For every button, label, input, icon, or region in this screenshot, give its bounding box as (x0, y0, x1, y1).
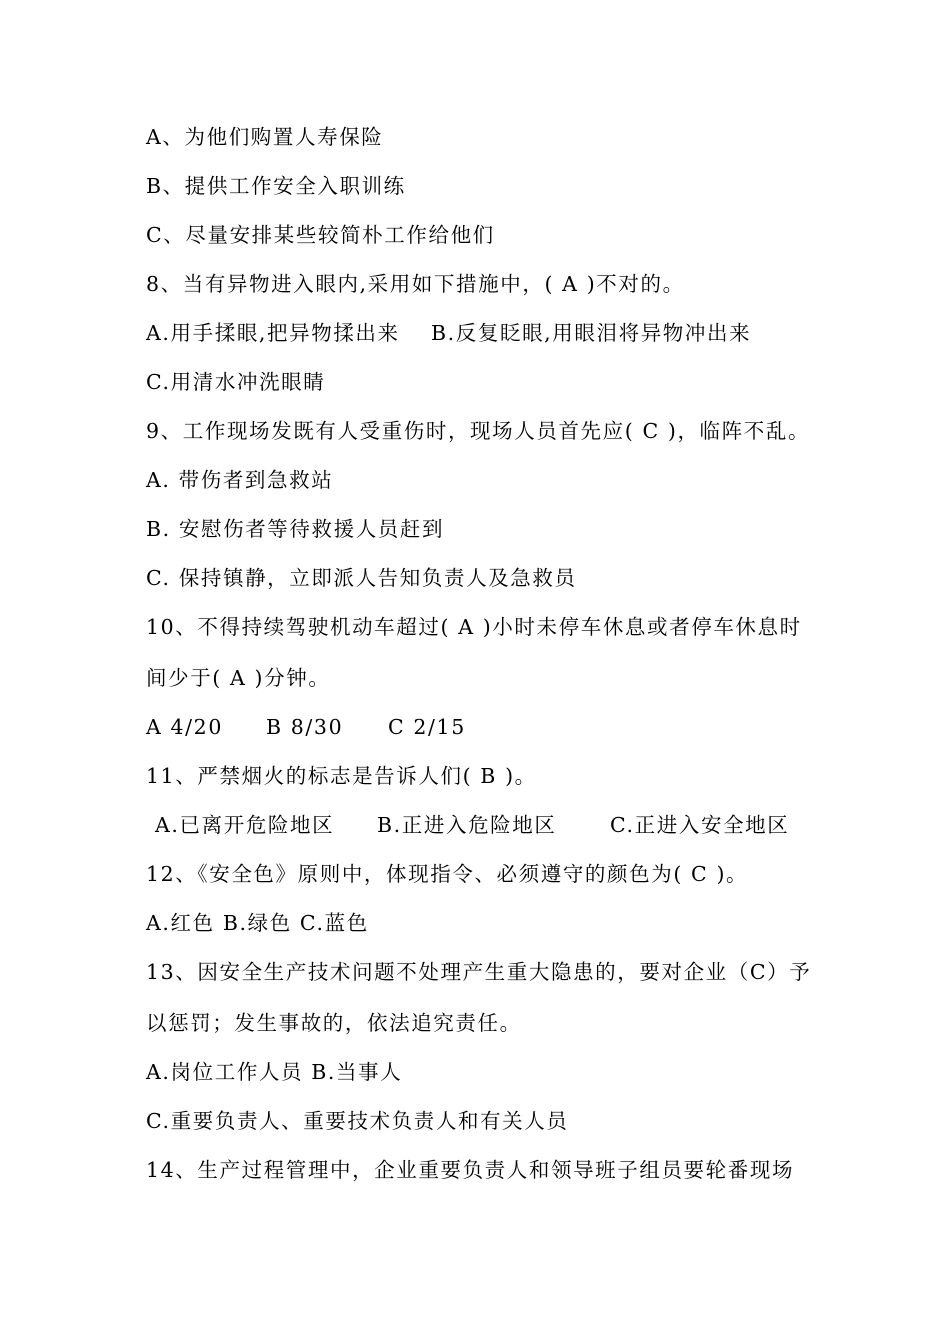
q8-option-a: A.用手揉眼,把异物揉出来 (146, 321, 400, 345)
question-10-line-1: 10、不得持续驾驶机动车超过( A )小时未停车休息或者停车休息时 (146, 615, 802, 639)
q10-option-a: A 4/20 (146, 715, 223, 739)
question-10-line-2: 间少于( A )分钟。 (146, 666, 331, 690)
q11-option-c: C.正进入安全地区 (610, 813, 790, 837)
q8-option-b: B.反复眨眼,用眼泪将异物冲出来 (431, 321, 752, 345)
q10-options-row (146, 715, 546, 739)
q13-option-c: C.重要负责人、重要技术负责人和有关人员 (146, 1109, 569, 1133)
question-13-line-2: 以惩罚；发生事故的，依法追究责任。 (146, 1011, 522, 1035)
q9-option-c: C. 保持镇静，立即派人告知负责人及急救员 (146, 566, 577, 590)
question-13-line-1: 13、因安全生产技术问题不处理产生重大隐患的，要对企业（C）予 (146, 960, 812, 984)
q10-option-b: B 8/30 (266, 715, 344, 739)
q11-option-b: B.正进入危险地区 (377, 813, 557, 837)
question-11: 11、严禁烟火的标志是告诉人们( B )。 (146, 764, 537, 788)
question-14-line-1: 14、生产过程管理中，企业重要负责人和领导班子组员要轮番现场 (146, 1158, 795, 1182)
q9-option-b: B. 安慰伤者等待救援人员赶到 (146, 517, 445, 541)
q11-options-row (155, 813, 805, 837)
q12-options: A.红色 B.绿色 C.蓝色 (146, 911, 369, 935)
q8-options-row (146, 321, 806, 345)
q9-option-a: A. 带伤者到急救站 (146, 468, 334, 492)
question-8: 8、当有异物进入眼内,采用如下措施中，( A )不对的。 (146, 272, 685, 296)
question-12: 12、《安全色》原则中，体现指令、必须遵守的颜色为( C )。 (146, 862, 749, 886)
q7-option-c: C、尽量安排某些较简朴工作给他们 (146, 223, 495, 247)
q13-options-ab: A.岗位工作人员 B.当事人 (146, 1060, 403, 1084)
q7-option-a: A、为他们购置人寿保险 (146, 125, 384, 149)
q7-option-b: B、提供工作安全入职训练 (146, 174, 406, 198)
q11-option-a: A.已离开危险地区 (155, 813, 335, 837)
q8-option-c: C.用清水冲洗眼睛 (146, 370, 326, 394)
q10-option-c: C 2/15 (388, 715, 466, 739)
question-9: 9、工作现场发既有人受重伤时，现场人员首先应( C )，临阵不乱。 (146, 419, 811, 443)
